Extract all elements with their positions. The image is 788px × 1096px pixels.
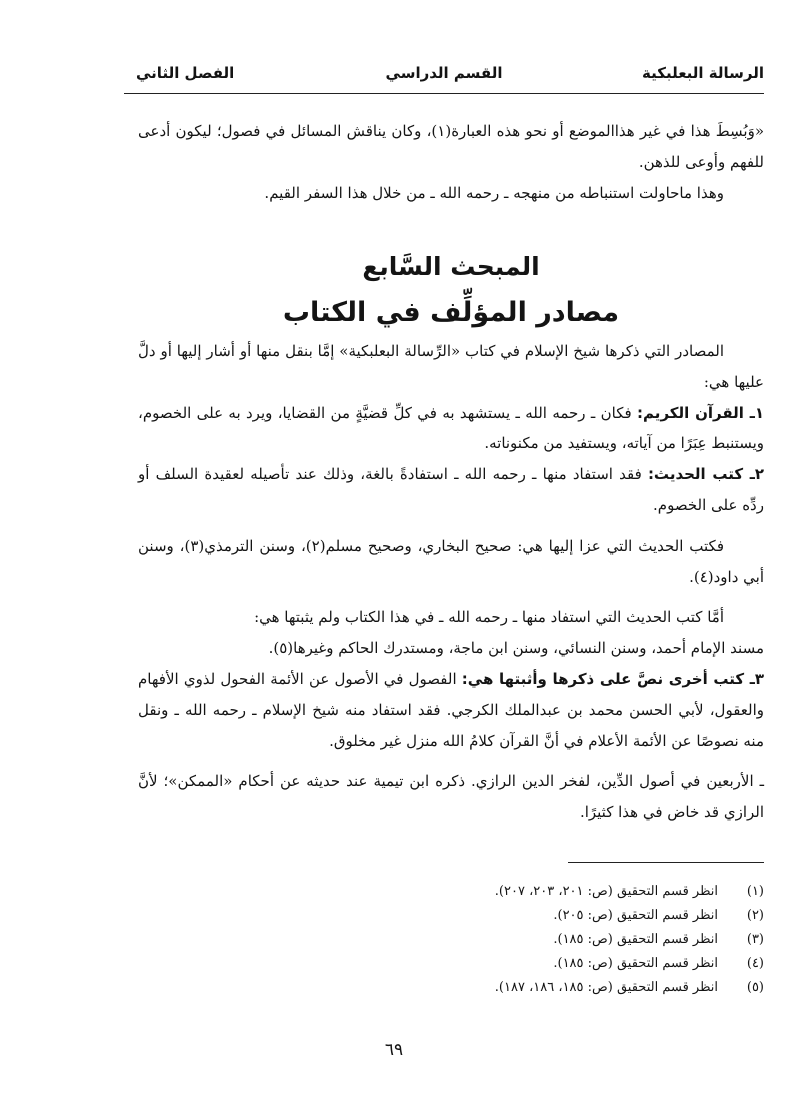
sources-intro: المصادر التي ذكرها شيخ الإسلام في كتاب «الرِّسالة البعلبكية» إمَّا بنقل منها أو أشار إليها أو دلَّ عليها هي: [138, 342, 764, 391]
source-item-hadith [138, 459, 764, 521]
page-number: ٦٩ [384, 1040, 404, 1060]
footnote [138, 952, 764, 976]
footnote [138, 880, 764, 904]
footnote-text: انظر قسم التحقيق (ص: ٢٠١، ٢٠٣، ٢٠٧). [494, 884, 718, 899]
footnote-number: (١) [746, 884, 764, 899]
footnotes [138, 880, 764, 1000]
footnote-text: انظر قسم التحقيق (ص: ١٨٥، ١٨٦، ١٨٧). [494, 980, 718, 995]
item-label: ٢ـ كتب الحديث: [647, 465, 764, 484]
footnote-number: (٥) [746, 980, 764, 995]
running-header [124, 58, 764, 92]
footnote-text: انظر قسم التحقيق (ص: ١٨٥). [553, 932, 718, 947]
main-text [138, 336, 764, 828]
hadith-uncited: أمَّا كتب الحديث التي استفاد منها ـ رحمه الله ـ في هذا الكتاب ولم يثبتها هي: [254, 608, 724, 627]
section-title: المبحث السَّابع [362, 252, 540, 281]
section-subtitle: مصادر المؤلِّف في الكتاب [282, 297, 620, 328]
intro-paragraph-2: وهذا ماحاولت استنباطه من منهجه ـ رحمه الله ـ من خلال هذا السفر القيم. [264, 183, 724, 202]
source-item-other [138, 664, 764, 756]
footnote-divider [568, 862, 764, 863]
header-book-title: الرسالة البعلبكية [642, 64, 764, 82]
footnote-number: (٤) [746, 956, 764, 971]
hadith-cited: فكتب الحديث التي عزا إليها هي: صحيح البخاري، وصحيح مسلم(٢)، وسنن الترمذي(٣)، وسنن أبي داود(٤). [138, 536, 764, 586]
intro-paragraph-1: «وَبُسِطَ هذا في غير هذاالموضع أو نحو هذه العبارة(١)، وكان يناقش المسائل في فصول؛ ليكون أدعى للفهم وأوعى للذهن. [138, 122, 764, 171]
header-section: القسم الدراسي [385, 64, 503, 82]
item-label: ١ـ القرآن الكريم: [637, 403, 765, 422]
item-label: ٣ـ كتب أخرى نصَّ على ذكرها وأثبتها هي: [461, 669, 764, 688]
section-heading-block [138, 244, 764, 336]
item-text: فقد استفاد منها ـ رحمه الله ـ استفادةً بالغة، وذلك عند تأصيله لعقيدة السلف أو ردِّه على الخصوم. [138, 465, 764, 514]
footnote-text: انظر قسم التحقيق (ص: ١٨٥). [553, 956, 718, 971]
footnote [138, 928, 764, 952]
source-item-quran [138, 398, 764, 460]
footnote-number: (٣) [746, 932, 764, 947]
footnote [138, 904, 764, 928]
footnote-text: انظر قسم التحقيق (ص: ٢٠٥). [553, 908, 718, 923]
item-text: فكان ـ رحمه الله ـ يستشهد به في كلِّ قضيَّةٍ من القضايا، ويرد به على الخصوم، ويستنبط عِبَرًا من آياته، ويستفيد من مكنوناته. [138, 403, 764, 453]
hadith-uncited-list: مسند الإمام أحمد، وسنن النسائي، وسنن ابن ماجة، ومستدرك الحاكم وغيرها(٥). [268, 639, 764, 658]
header-divider [124, 93, 764, 94]
header-chapter: الفصل الثاني [136, 64, 235, 82]
source-item-arbaeen: ـ الأربعين في أصول الدِّين، لفخر الدين الرازي. ذكره ابن تيمية عند حديثه عن أحكام «الممكن»؛ لأنَّ الرازي قد خاض في هذا كثيرًا. [138, 772, 764, 822]
footnote [138, 976, 764, 1000]
footnote-number: (٢) [746, 908, 764, 923]
item-text: الفصول في الأصول عن الأئمة الفحول لذوي الأفهام والعقول، لأبي الحسن محمد بن عبدالملك الكرجي. فقد استفاد منه شيخ الإسلام ـ رحمه الله ـ ونقل منه نصوصًا عن الأئمة الأعلام في أنَّ القرآن كلامُ الله منزل غير مخلوق. [138, 669, 764, 750]
intro-block [138, 116, 764, 208]
